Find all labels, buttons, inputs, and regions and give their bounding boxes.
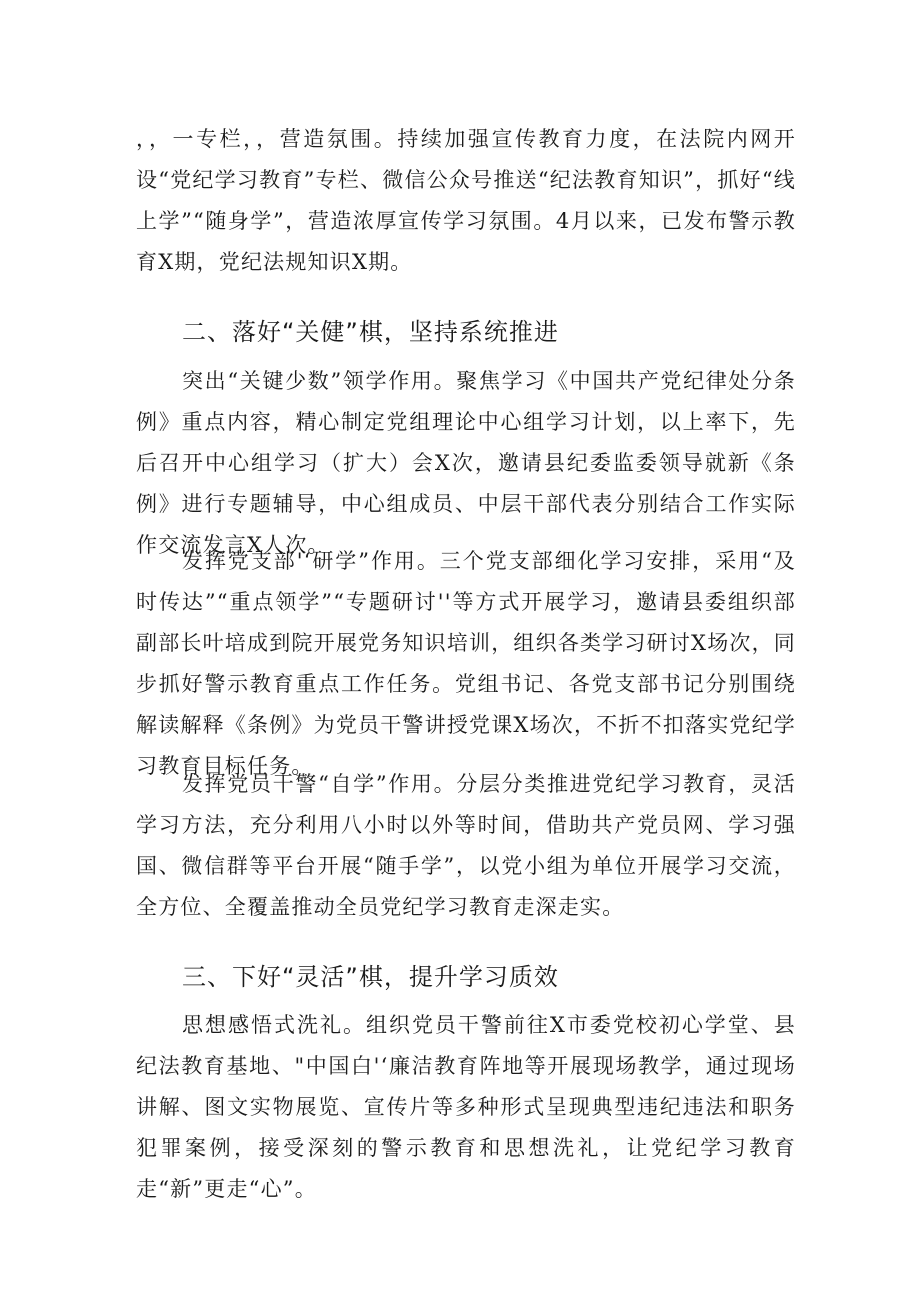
paragraph-propaganda-column: ，，一专栏，，营造氛围。持续加强宣传教育力度，在法院内网开设“党纪学习教育”专栏、微信公众号推送“纪法教育知识”，抓好“线上学”“随身学”，营造浓厚宣传学习氛围。4月以来，已发布警示教育X期，党纪法规知识X期。 (136, 127, 796, 274)
paragraph-ideological-baptism: 思想感悟式洗礼。组织党员干警前往X市委党校初心学堂、县纪法教育基地、"中国白'‘廉洁教育阵地等开展现场教学，通过现场讲解、图文实物展览、宣传片等多种形式呈现典型违纪违法和职务犯罪案例，接受深刻的警示教育和思想洗礼，让党纪学习教育走“新”更走“心”。 (136, 1013, 796, 1201)
paragraph-party-branch-study: 发挥党支部'‘研学”作用。三个党支部细化学习安排，采用“及时传达”“重点领学”“专题研讨''等方式开展学习，邀请县委组织部副部长叶培成到院开展党务知识培训，组织各类学习研讨X场次，同步抓好警示教育重点工作任务。党组书记、各党支部书记分别围绕解读解释《条例》为党员干警讲授党课X场次，不折不扣落实党纪学习教育目标任务。 (136, 549, 796, 778)
section-heading-two: 二、落好“关健”棋，坚持系统推进 (182, 318, 559, 346)
paragraph-key-few-leading: 突出“关键少数”领学作用。聚焦学习《中国共产党纪律处分条例》重点内容，精心制定党组理论中心组学习计划，以上率下，先后召开中心组学习（扩大）会X次，邀请县纪委监委领导就新《条例》进行专题辅导，中心组成员、中层干部代表分别结合工作实际作交流发言X人次。 (136, 369, 796, 557)
section-heading-three: 三、下好“灵活”棋，提升学习质效 (182, 963, 559, 991)
paragraph-self-study: 发挥党员干警“自学”作用。分层分类推进党纪学习教育，灵活学习方法，充分利用八小时以外等时间，借助共产党员网、学习强国、微信群等平台开展“随手学”，以党小组为单位开展学习交流，全方位、全覆盖推动全员党纪学习教育走深走实。 (136, 772, 796, 919)
